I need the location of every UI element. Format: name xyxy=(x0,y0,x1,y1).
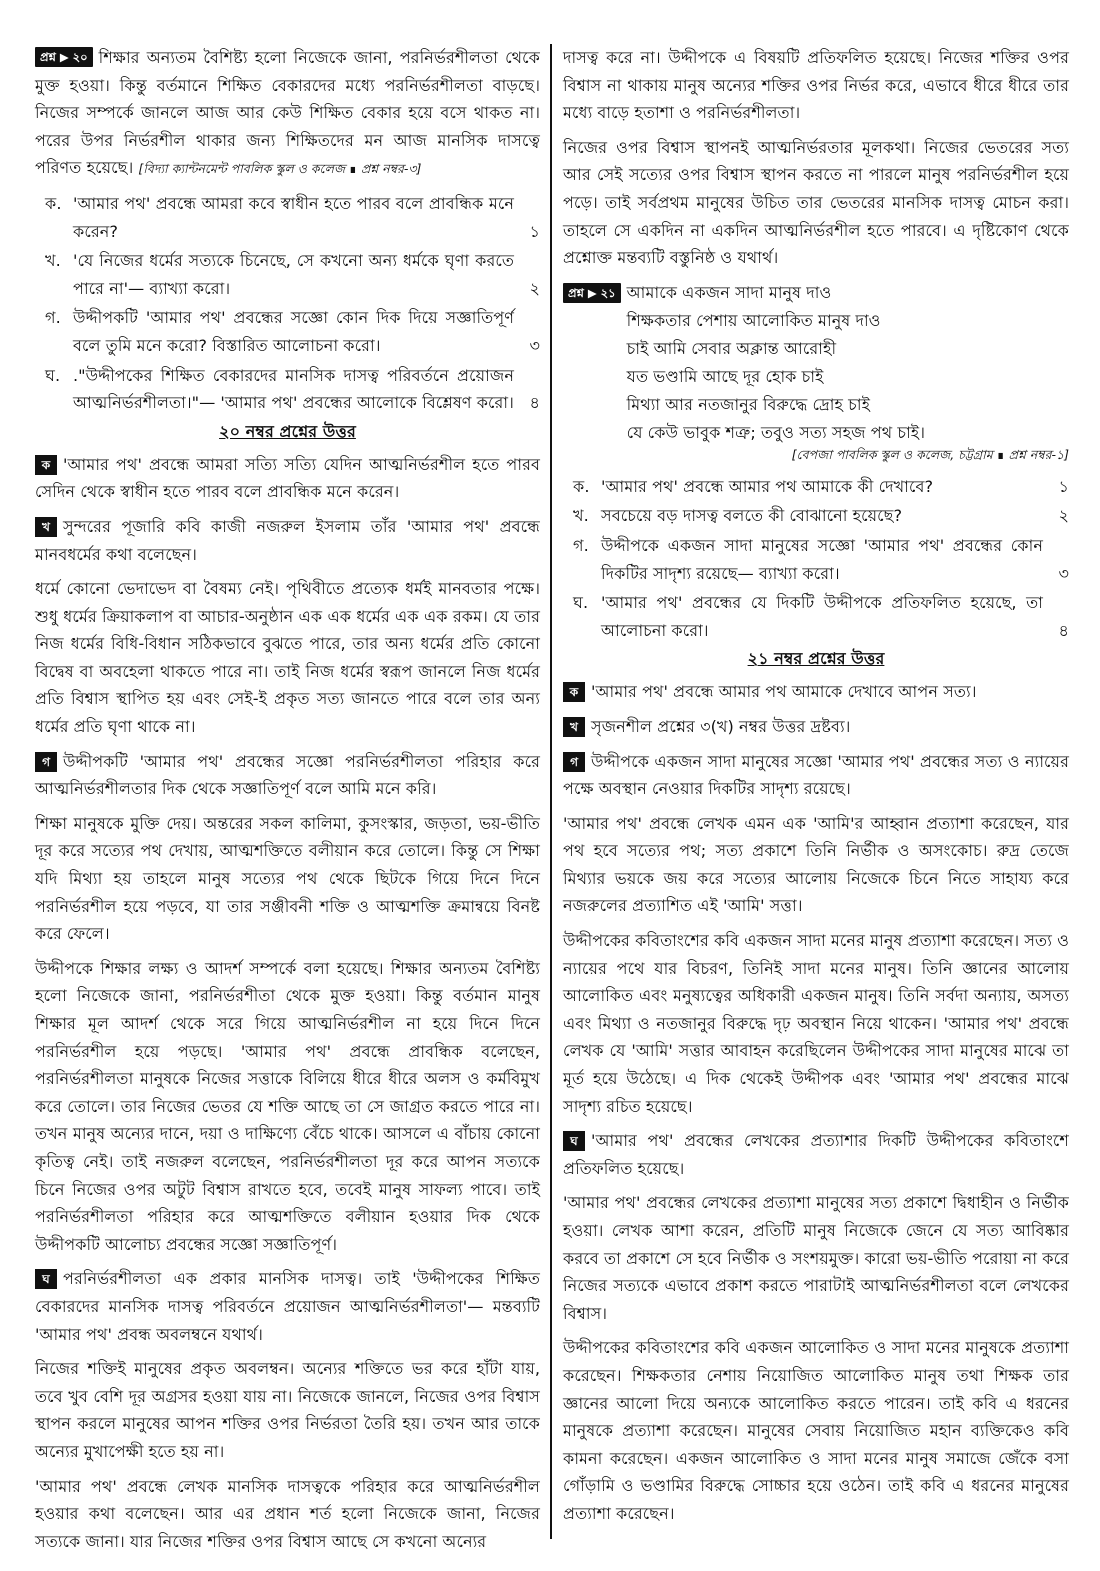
question-20-part-gha xyxy=(35,362,540,417)
answer-21-ga-paragraph-1: 'আমার পথ' প্রবন্ধে লেখক এমন এক 'আমি'র আহ্বান প্রত্যাশা করেছেন, যার পথ হবে সত্যের পথ; সত্য প্রকাশে তিনি নির্ভীক ও অসংকোচ। রুদ্র তেজে মিথ্যার ভয়কে জয় করে সত্যের আলোয় নিজেকে চিনে নিতে সাহায্য করে নজরুলের প্রত্যাশিত এই 'আমি' সত্তা। xyxy=(563,813,1069,916)
answer-text: সুন্দরের পূজারি কবি কাজী নজরুল ইসলাম তাঁর 'আমার পথ' প্রবন্ধে মানবধর্মের কথা বলেছেন। xyxy=(35,516,540,564)
answer-text: পরনির্ভরশীলতা এক প্রকার মানসিক দাসত্ব। তাই 'উদ্দীপকের শিক্ষিত বেকারদের মানসিক দাসত্ব পরিবর্তনে প্রয়োজন আত্মনির্ভরশীলতা'— মন্তব্যটি 'আমার পথ' প্রবন্ধ অবলম্বনে যথার্থ। xyxy=(35,1269,540,1344)
question-21-part-ga xyxy=(563,532,1069,587)
answer-20-ga xyxy=(35,748,540,803)
part-mark: ১ xyxy=(529,221,540,241)
part-mark: ১ xyxy=(1058,476,1069,496)
part-text: 'আমার পথ' প্রবন্ধে আমরা কবে স্বাধীন হতে পারব বলে প্রাবন্ধিক মনে করেন? xyxy=(73,193,514,241)
answer-21-ga xyxy=(563,748,1069,803)
answer-badge: গ xyxy=(563,752,585,772)
question-20-part-ka xyxy=(35,190,540,245)
left-column xyxy=(35,44,540,1562)
part-text: উদ্দীপকে একজন সাদা মানুষের সজ্ঞো 'আমার পথ' প্রবন্ধের কোন দিকটির সাদৃশ্য রয়েছে— ব্যাখ্যা করো। xyxy=(601,535,1043,583)
part-text: ."উদ্দীপকের শিক্ষিত বেকারদের মানসিক দাসত্ব পরিবর্তনে প্রয়োজন আত্মনির্ভরশীলতা।"— 'আমার পথ' প্রবন্ধের আলোকে বিশ্লেষণ করো। xyxy=(73,365,514,413)
part-mark: ২ xyxy=(1058,506,1069,526)
part-mark: ৪ xyxy=(529,393,540,413)
part-text: সবচেয়ে বড় দাসত্ব বলতে কী বোঝানো হয়েছে? xyxy=(601,506,903,526)
poem-line: চাই আমি সেবার অক্লান্ত আরোহী xyxy=(626,338,837,358)
column-divider xyxy=(550,44,552,1539)
part-label: ঘ. xyxy=(573,593,589,613)
answer-20-ga-paragraph-1: শিক্ষা মানুষকে মুক্তি দেয়। অন্তরের সকল কালিমা, কুসংস্কার, জড়তা, ভয়-ভীতি দূর করে সত্যের পথ দেখায়, আত্মশক্তিতে বলীয়ান করে তোলে। কিন্তু সে শিক্ষা যদি মিথ্যা হয় তাহলে মানুষ সত্যের পথ থেকে ছিটকে গিয়ে দিনে দিনে পরনির্ভরশীল হয়ে পড়বে, যা তার সঞ্জীবনী শক্তি ও আত্মশক্তি ক্রমান্বয়ে বিনষ্ট করে ফেলে। xyxy=(35,813,540,944)
part-label: খ. xyxy=(573,506,589,526)
answer-badge: ক xyxy=(563,682,585,702)
answer-text: উদ্দীপকটি 'আমার পথ' প্রবন্ধের সজ্ঞো পরনির্ভরশীলতা পরিহার করে আত্মনির্ভরশীলতার দিক থেকে সজ্ঞাতিপূর্ণ বলে আমি মনে করি। xyxy=(35,751,540,799)
question-21-source: [বেপজা পাবলিক স্কুল ও কলেজ, চট্টগ্রাম ∎ প্রশ্ন নম্বর-১] xyxy=(791,446,1069,462)
answer-badge: ঘ xyxy=(35,1269,57,1289)
answer-21-gha-paragraph-2: উদ্দীপকের কবিতাংশের কবি একজন আলোকিত ও সাদা মনের মানুষকে প্রত্যাশা করেছেন। শিক্ষকতার নেশায় নিয়োজিত আলোকিত মানুষ তথা শিক্ষক তার জ্ঞানের আলো দিয়ে অন্যকে আলোকিত করতে পারেন। তাই কবি এ ধরনের মানুষকে প্রত্যাশা করেছেন। মানুষের সেবায় নিয়োজিত মহান ব্যক্তিকেও কবি কামনা করেছেন। একজন আলোকিত ও সাদা মনের মানুষ সমাজে জেঁকে বসা গোঁড়ামি ও ভণ্ডামির বিরুদ্ধে সোচ্চার হয়ে ওঠেন। তাই কবি এ ধরনের মানুষের প্রত্যাশা করেছেন। xyxy=(563,1338,1069,1523)
answer-text: সৃজনশীল প্রশ্নের ৩(খ) নম্বর উত্তর দ্রষ্টব্য। xyxy=(591,716,851,736)
answer-21-ga-paragraph-2: উদ্দীপকের কবিতাংশের কবি একজন সাদা মনের মানুষ প্রত্যাশা করেছেন। সত্য ও ন্যায়ের পথে যার বিচরণ, তিনিই সাদা মনের মানুষ। তিনি জ্ঞানের আলোয় আলোকিত এবং মনুষ্যত্বের অধিকারী একজন মানুষ। তিনি সর্বদা অন্যায়, অসত্য এবং মিথ্যা ও নতজানুর বিরুদ্ধে দৃঢ় অবস্থান নিয়ে থাকেন। 'আমার পথ' প্রবন্ধে লেখক যে 'আমি' সত্তার আবাহন করেছিলেন উদ্দীপকের সাদা মানুষের মাঝে তা মূর্ত হয়ে উঠেছে। এ দিক থেকেই উদ্দীপক এবং 'আমার পথ' প্রবন্ধের মাঝে সাদৃশ্য রচিত হয়েছে। xyxy=(563,931,1069,1116)
answer-21-heading: ২১ নম্বর প্রশ্নের উত্তর xyxy=(747,649,885,669)
question-20-stem xyxy=(35,44,540,183)
right-column xyxy=(563,44,1069,1535)
part-mark: ৪ xyxy=(1058,620,1069,640)
part-label: খ. xyxy=(45,251,61,271)
answer-text: 'আমার পথ' প্রবন্ধে আমরা সত্যি সত্যি যেদিন আত্মনির্ভরশীল হতে পারব সেদিন থেকে স্বাধীন হতে পারব বলে প্রাবন্ধিক মনে করেন। xyxy=(35,454,540,502)
question-21-part-gha xyxy=(563,589,1069,644)
part-text: 'আমার পথ' প্রবন্ধে আমার পথ আমাকে কী দেখাবে? xyxy=(601,476,934,496)
answer-20-gha-paragraph-1: নিজের শক্তিই মানুষের প্রকৃত অবলম্বন। অন্যের শক্তিতে ভর করে হাঁটা যায়, তবে খুব বেশি দূর অগ্রসর হওয়া যায় না। নিজেকে জানলে, নিজের ওপর বিশ্বাস স্থাপন করলে মানুষের আপন শক্তির ওপর নির্ভরতা তৈরি হয়। তখন আর তাকে অন্যের মুখাপেক্ষী হতে হয় না। xyxy=(35,1359,540,1461)
poem-line: মিথ্যা আর নতজানুর বিরুদ্ধে দ্রোহ চাই xyxy=(626,394,870,414)
answer-21-ka xyxy=(563,678,1069,706)
answer-20-gha-paragraph-2: 'আমার পথ' প্রবন্ধে লেখক মানসিক দাসত্বকে পরিহার করে আত্মনির্ভরশীল হওয়ার কথা বলেছেন। আর এর প্রধান শর্ত হলো নিজেকে জানা, নিজের সত্যকে জানা। যার নিজের শক্তির ওপর বিশ্বাস আছে সে কখনো অন্যের xyxy=(35,1476,540,1551)
poem-line: যে কেউ ভাবুক শত্রু; তবুও সত্য সহজ পথ চাই। xyxy=(626,422,925,442)
question-21-poem xyxy=(627,279,1069,447)
answer-badge: গ xyxy=(35,752,57,772)
part-label: ক. xyxy=(45,193,62,213)
part-label: গ. xyxy=(573,535,589,555)
question-21-tag: প্রশ্ন ▶ ২১ xyxy=(563,283,621,303)
answer-20-ka xyxy=(35,451,540,506)
answer-20-kha-paragraph: ধর্মে কোনো ভেদাভেদ বা বৈষম্য নেই। পৃথিবীতে প্রত্যেক ধর্মই মানবতার পক্ষে। শুধু ধর্মের ক্রিয়াকলাপ বা আচার-অনুষ্ঠান এক এক ধর্মের এক এক রকম। যে তার নিজ ধর্মের বিধি-বিধান সঠিকভাবে বুঝতে পারে, তার অন্য ধর্মের প্রতি কোনো বিদ্বেষ বা অবহেলা থাকতে পারে না। তাই নিজ ধর্মের স্বরূপ জানলে নিজ ধর্মের প্রতি বিশ্বাস স্থাপিত হয় এবং সেই-ই প্রকৃত সত্য জানতে পারে বলে তার অন্য ধর্মের প্রতি ঘৃণা থাকে না। xyxy=(35,579,540,737)
part-label: ক. xyxy=(573,476,590,496)
question-20-tag: প্রশ্ন ▶ ২০ xyxy=(35,47,93,67)
answer-badge: খ xyxy=(563,717,585,737)
poem-line: শিক্ষকতার পেশায় আলোকিত মানুষ দাও xyxy=(626,310,881,330)
answer-badge: খ xyxy=(35,517,57,537)
answer-text: 'আমার পথ' প্রবন্ধের লেখকের প্রত্যাশার দিকটি উদ্দীপকের কবিতাংশে প্রতিফলিত হয়েছে। xyxy=(563,1131,1069,1178)
answer-20-continued-1: দাসত্ব করে না। উদ্দীপকে এ বিষয়টি প্রতিফলিত হয়েছে। নিজের শক্তির ওপর বিশ্বাস না থাকায় মানুষ অন্যের শক্তির ওপর নির্ভর করে, এভাবে ধীরে ধীরে তার মধ্যে বাড়ে হতাশা ও পরনির্ভরশীলতা। xyxy=(563,48,1069,123)
part-label: গ. xyxy=(45,308,61,328)
answer-text: 'আমার পথ' প্রবন্ধে আমার পথ আমাকে দেখাবে আপন সত্য। xyxy=(591,682,977,702)
answer-21-kha xyxy=(563,713,1069,741)
part-label: ঘ. xyxy=(45,365,61,385)
answer-20-continued-2: নিজের ওপর বিশ্বাস স্থাপনই আত্মনির্ভরতার মূলকথা। নিজের ভেতরের সত্য আর সেই সত্যের ওপর বিশ্বাস স্থাপন করতে না পারলে মানুষ পরনির্ভরশীল হয়ে পড়ে। তাই সর্বপ্রথম মানুষের উচিত তার ভেতরের মানসিক দাসত্ব মোচন করা। তাহলে সে একদিন না একদিন আত্মনির্ভরশীল হতে পারবে। এ দৃষ্টিকোণ থেকে প্রশ্নোক্ত মন্তব্যটি বস্তুনিষ্ঠ ও যথার্থ। xyxy=(563,137,1069,268)
question-21-part-kha xyxy=(563,502,1069,530)
answer-20-gha xyxy=(35,1265,540,1348)
answer-text: উদ্দীপকে একজন সাদা মানুষের সজ্ঞো 'আমার পথ' প্রবন্ধের সত্য ও ন্যায়ের পক্ষে অবস্থান নেওয়ার দিকটির সাদৃশ্য রয়েছে। xyxy=(563,751,1069,799)
answer-20-ga-paragraph-2: উদ্দীপকে শিক্ষার লক্ষ্য ও আদর্শ সম্পর্কে বলা হয়েছে। শিক্ষার অন্যতম বৈশিষ্ট্য হলো নিজেকে জানা, পরনির্ভরশীতা থেকে মুক্ত হওয়া। কিন্তু বর্তমান মানুষ শিক্ষার মূল আদর্শ থেকে সরে গিয়ে আত্মনির্ভরশীল না হয়ে দিনে দিনে পরনির্ভরশীল হয়ে পড়ছে। 'আমার পথ' প্রবন্ধে প্রাবন্ধিক বলেছেন, পরনির্ভরশীলতা মানুষকে নিজের সত্তাকে বিলিয়ে ধীরে ধীরে অলস ও কর্মবিমুখ করে তোলে। তার নিজের ভেতর যে শক্তি আছে তা সে জাগ্রত করতে পারে না। তখন মানুষ অন্যের দানে, দয়া ও দাক্ষিণ্যে বেঁচে থাকে। আসলে এ বাঁচায় কোনো কৃতিত্ব নেই। তাই নজরুল বলেছেন, পরনির্ভরশীলতা দূর করে আপন সত্যকে চিনে নিজের ওপর অটুট বিশ্বাস রাখতে হবে, তবেই মানুষ সাফল্য পাবে। তাই পরনির্ভরশীলতা পরিহার করে আত্মশক্তিতে বলীয়ান হওয়ার দিক থেকে উদ্দীপকটি আলোচ্য প্রবন্ধের সজ্ঞো সজ্ঞাতিপূর্ণ। xyxy=(35,958,540,1254)
question-20-part-ga xyxy=(35,304,540,359)
question-20-part-kha xyxy=(35,247,540,302)
part-text: 'আমার পথ' প্রবন্ধের যে দিকটি উদ্দীপকে প্রতিফলিত হয়েছে, তা আলোচনা করো। xyxy=(601,593,1043,640)
question-20-source: [বিদ্যা ক্যান্টনমেন্ট পাবলিক স্কুল ও কলেজ ∎ প্রশ্ন নম্বর-৩] xyxy=(138,161,422,177)
poem-line: যত ভণ্ডামি আছে দূর হোক চাই xyxy=(626,366,824,386)
question-21-part-ka xyxy=(563,473,1069,501)
poem-line: আমাকে একজন সাদা মানুষ দাও xyxy=(626,282,832,302)
answer-20-kha xyxy=(35,513,540,568)
part-text: উদ্দীপকটি 'আমার পথ' প্রবন্ধের সজ্ঞো কোন দিক দিয়ে সজ্ঞাতিপূর্ণ বলে তুমি মনে করো? বিস্তারিত আলোচনা করো। xyxy=(73,308,514,355)
answer-21-gha-paragraph-1: 'আমার পথ' প্রবন্ধের লেখকের প্রত্যাশা মানুষের সত্য প্রকাশে দ্বিধাহীন ও নির্ভীক হওয়া। লেখক আশা করেন, প্রতিটি মানুষ নিজেকে জেনে যে সত্য আবিষ্কার করবে তা প্রকাশে সে হবে নির্ভীক ও সংশয়মুক্ত। কারো ভয়-ভীতি পরোয়া না করে নিজের সত্যকে এভাবে প্রকাশ করতে পারাটাই আত্মনির্ভরশীলতা বলে লেখকের বিশ্বাস। xyxy=(563,1193,1069,1323)
question-21-stem xyxy=(563,279,1069,447)
part-mark: ৩ xyxy=(529,335,540,355)
part-mark: ৩ xyxy=(1058,563,1069,583)
part-text: 'যে নিজের ধর্মের সত্যকে চিনেছে, সে কখনো অন্য ধর্মকে ঘৃণা করতে পারে না'— ব্যাখ্যা করো। xyxy=(73,251,514,298)
answer-badge: ঘ xyxy=(563,1131,585,1151)
answer-20-heading: ২০ নম্বর প্রশ্নের উত্তর xyxy=(219,421,356,441)
question-20-text: শিক্ষার অন্যতম বৈশিষ্ট্য হলো নিজেকে জানা, পরনির্ভরশীলতা থেকে মুক্ত হওয়া। কিন্তু বর্তমানে শিক্ষিত বেকারদের মধ্যে পরনির্ভরশীলতা বাড়ছে। নিজের সম্পর্কে জানলে আজ আর কেউ শিক্ষিত বেকার হয়ে বসে থাকত না। পরের উপর নির্ভরশীল থাকার জন্য শিক্ষিতদের মন আজ মানসিক দাসত্বে পরিণত হয়েছে। xyxy=(35,48,540,178)
answer-badge: ক xyxy=(35,455,57,475)
part-mark: ২ xyxy=(529,278,540,298)
answer-21-gha xyxy=(563,1127,1069,1182)
